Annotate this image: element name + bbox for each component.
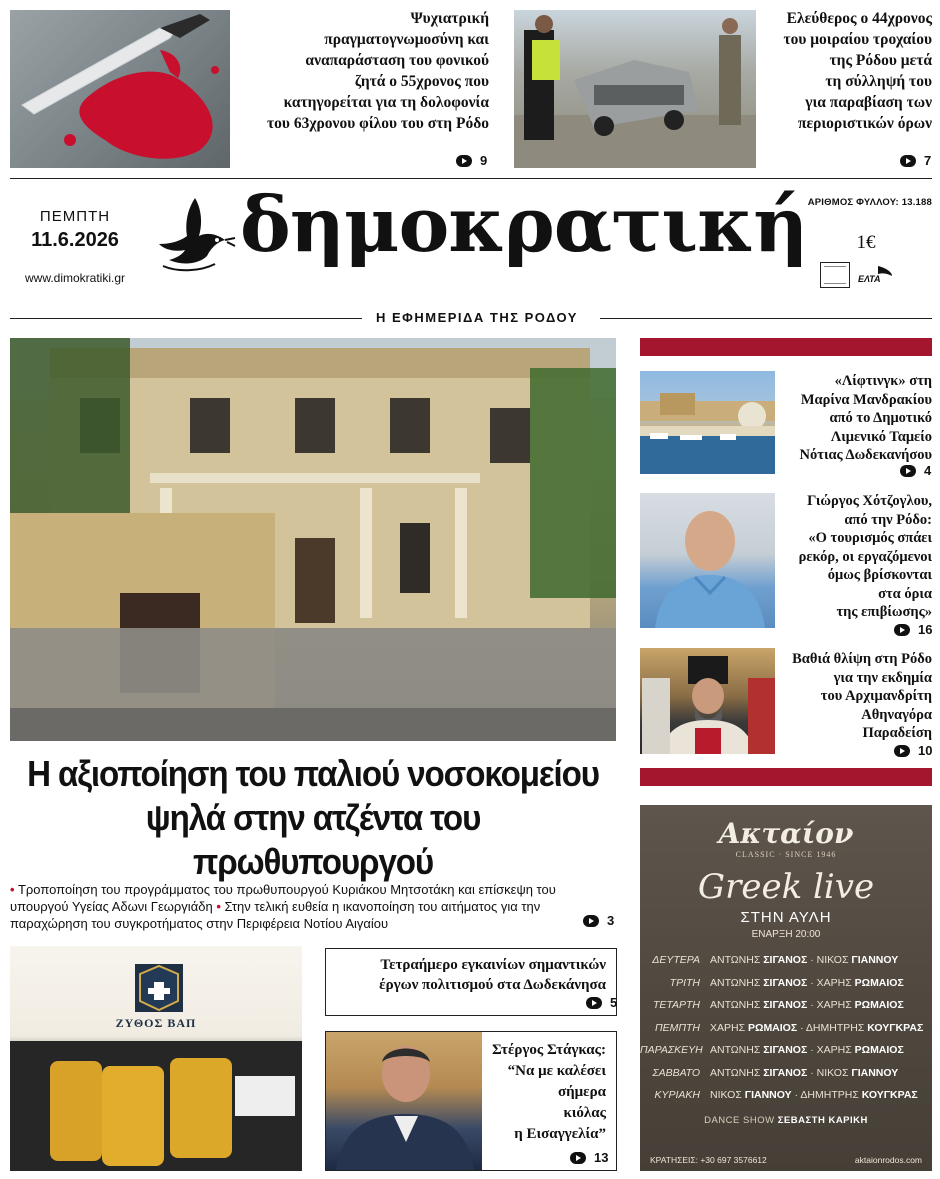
- aktaion-ad[interactable]: [640, 805, 932, 1171]
- headline-line: Παραδείση: [862, 725, 932, 741]
- page-arrow-icon: [583, 915, 599, 927]
- headline-line: «Λίφτινγκ» στη: [834, 373, 932, 389]
- schedule-day: ΠΕΜΠΤΗ: [655, 1021, 700, 1034]
- side-story-2-headline[interactable]: [778, 492, 932, 622]
- page-number: 16: [918, 622, 933, 637]
- side-story-2-page[interactable]: [894, 622, 932, 637]
- right-column-red-bar-top: [640, 338, 932, 356]
- page-number: 3: [607, 913, 615, 928]
- side-story-1-headline[interactable]: [778, 372, 932, 465]
- page-number: 13: [594, 1150, 609, 1165]
- aktaion-venue: ΣΤΗΝ ΑΥΛΗ: [740, 909, 832, 926]
- headline-line: της Ρόδου μετά: [829, 52, 932, 69]
- headline-line: τη σύλληψή του: [825, 73, 932, 90]
- headline-line: κιόλας: [563, 1105, 606, 1121]
- schedule-row: [640, 1039, 932, 1062]
- schedule-day: ΠΑΡΑΣΚΕΥΗ: [640, 1044, 703, 1056]
- schedule-day: ΤΕΤΑΡΤΗ: [652, 999, 700, 1011]
- schedule-row: [640, 1017, 932, 1040]
- schedule-row: [640, 949, 932, 972]
- headline-line: “Να με καλέσει: [507, 1063, 606, 1079]
- sub-part-1: Τροποποίηση του προγράμματος του πρωθυπουργού Κυριάκου Μητσοτάκη και επίσκεψη του υπουργού Υγείας Αδωνι Γεωργιάδη: [10, 882, 556, 914]
- headline-line: ζητά ο 55χρονος που: [354, 73, 489, 90]
- tagline-rule-right: [600, 318, 932, 319]
- sub-part-2: Στην τελική ευθεία η ικανοποίηση του αιτήματος για την παραχώρηση του συγκροτήματος στην Περιφέρεια Νοτίου Αιγαίου: [10, 899, 541, 931]
- headline-line: του 63χρονου φίλου του στη Ρόδο: [267, 115, 489, 132]
- schedule-row: [640, 1062, 932, 1085]
- portrait-photo: [640, 493, 775, 628]
- separator: ·: [810, 1044, 814, 1056]
- masthead-website[interactable]: www.dimokratiki.gr: [24, 271, 126, 285]
- headline-line: Νότιας Δωδεκανήσου: [799, 447, 932, 463]
- schedule-row: [640, 994, 932, 1017]
- schedule-day: ΚΥΡΙΑΚΗ: [654, 1089, 700, 1101]
- beer-brand: ΖΥΘΟΣ ΒΑΠ: [115, 1016, 197, 1030]
- main-subheadline[interactable]: [10, 881, 616, 932]
- first-name: ΑΝΤΩΝΗΣ: [710, 1066, 761, 1079]
- headline-line: περιοριστικών όρων: [797, 115, 932, 132]
- second-name: ΔΗΜΗΤΡΗΣ: [800, 1089, 859, 1101]
- main-story-page[interactable]: [583, 913, 614, 928]
- page-number: 9: [480, 153, 488, 168]
- stagkas-page[interactable]: [570, 1150, 608, 1165]
- headline-line: σήμερα: [558, 1084, 606, 1100]
- headline-line: Μαρίνα Μανδρακίου: [800, 391, 932, 408]
- headline-line: Τετραήμερο εγκαινίων σημαντικών: [380, 957, 606, 973]
- top-story-1-page[interactable]: [456, 153, 487, 168]
- first-name: ΑΝΤΩΝΗΣ: [710, 976, 761, 989]
- postage-stamp: [820, 262, 850, 288]
- page-arrow-icon: [900, 155, 916, 167]
- headline-line: πραγματογνωμοσύνη και: [324, 31, 489, 48]
- headline-line: Στέργος Στάγκας:: [491, 1042, 606, 1058]
- tagline: Η ΕΦΗΜΕΡΙΔΑ ΤΗΣ ΡΟΔΟΥ: [376, 310, 578, 325]
- headline-line: Η αξιοποίηση του παλιού νοσοκομείου: [27, 753, 599, 794]
- top-story-2-page[interactable]: [900, 153, 931, 168]
- second-surname: ΓΙΑΝΝΟΥ: [851, 954, 899, 966]
- page-number: 7: [924, 153, 932, 168]
- headline-line: αναπαράσταση του φονικού: [305, 52, 489, 69]
- side-story-3-headline[interactable]: [778, 650, 932, 743]
- beer-cans-photo: [10, 946, 302, 1171]
- headline-line: στα όρια: [878, 585, 932, 602]
- second-name: ΝΙΚΟΣ: [816, 954, 849, 966]
- page-arrow-icon: [894, 745, 910, 757]
- second-name: ΧΑΡΗΣ: [816, 976, 852, 989]
- masthead-day: ΠΕΜΠΤΗ: [39, 208, 111, 225]
- side-story-3-page[interactable]: [894, 743, 932, 758]
- culture-headline: [330, 955, 606, 995]
- knife-photo: [10, 10, 230, 168]
- schedule-day: ΤΡΙΤΗ: [669, 976, 700, 989]
- schedule-row: [640, 1084, 932, 1107]
- old-hospital-photo: [10, 338, 616, 741]
- headline-line: Γιώργος Χότζογλου,: [807, 493, 932, 509]
- elta-logo: [858, 264, 894, 288]
- top-story-2-headline[interactable]: [756, 8, 932, 134]
- tagline-rule-left: [10, 318, 362, 319]
- headline-line: όμως βρίσκονται: [827, 567, 932, 583]
- aktaion-since: CLASSIC · SINCE 1946: [735, 850, 837, 859]
- bullet-icon: •: [216, 899, 221, 914]
- headline-line: από την Ρόδο:: [844, 511, 932, 528]
- first-surname: ΣΙΓΑΝΟΣ: [763, 999, 808, 1011]
- separator: ·: [810, 976, 814, 989]
- first-surname: ΣΙΓΑΝΟΣ: [763, 976, 808, 989]
- first-name: ΝΙΚΟΣ: [710, 1089, 742, 1101]
- second-surname: ΡΩΜΑΙΟΣ: [854, 1044, 904, 1056]
- headline-line: Βαθιά θλίψη στη Ρόδο: [792, 651, 932, 667]
- schedule-names: [710, 949, 932, 972]
- headline-line: Λιμενικό Ταμείο: [830, 428, 932, 445]
- schedule-names: [710, 972, 932, 995]
- separator: ·: [810, 999, 814, 1011]
- second-name: ΔΗΜΗΤΡΗΣ: [805, 1021, 865, 1034]
- second-surname: ΓΙΑΝΝΟΥ: [851, 1066, 899, 1079]
- separator: ·: [810, 1066, 814, 1079]
- aktaion-start: ΕΝΑΡΞΗ 20:00: [751, 929, 821, 940]
- aktaion-website[interactable]: aktaionrodos.com: [854, 1155, 922, 1165]
- separator: ·: [800, 1021, 804, 1034]
- top-divider: [10, 178, 932, 179]
- headline-line: ρεκόρ, οι εργαζόμενοι: [798, 548, 932, 565]
- second-name: ΝΙΚΟΣ: [816, 1066, 849, 1079]
- headline-line: του Αρχιμανδρίτη: [820, 688, 932, 704]
- car-crash-photo: [514, 10, 756, 168]
- first-surname: ΡΩΜΑΙΟΣ: [748, 1021, 798, 1034]
- second-surname: ΡΩΜΑΙΟΣ: [854, 976, 904, 989]
- aktaion-reservations[interactable]: ΚΡΑΤΗΣΕΙΣ: +30 697 3576612: [650, 1155, 767, 1165]
- headline-line: Αθηναγόρα: [861, 706, 932, 723]
- page-number: 10: [918, 743, 933, 758]
- bullet-icon: •: [10, 882, 15, 897]
- dance-label: DANCE SHOW: [704, 1115, 775, 1126]
- headline-line: ψηλά στην ατζέντα του πρωθυπουργού: [145, 797, 481, 882]
- first-name: ΑΝΤΩΝΗΣ: [710, 1044, 761, 1056]
- headline-line: για την εκδημία: [833, 669, 932, 686]
- schedule-names: [710, 1017, 932, 1040]
- first-surname: ΣΙΓΑΝΟΣ: [763, 954, 808, 966]
- first-name: ΑΝΤΩΝΗΣ: [710, 999, 761, 1011]
- separator: ·: [794, 1089, 799, 1101]
- headline-line: από το Δημοτικό: [829, 410, 932, 426]
- first-surname: ΓΙΑΝΝΟΥ: [744, 1089, 792, 1101]
- headline-line: του μοιραίου τροχαίου: [783, 31, 932, 48]
- top-story-1-headline[interactable]: [232, 8, 489, 134]
- right-column-red-bar-bottom: [640, 768, 932, 786]
- second-surname: ΚΟΥΓΚΡΑΣ: [867, 1021, 924, 1034]
- issue-number: ΑΡΙΘΜΟΣ ΦΥΛΛΟΥ: 13.188: [807, 197, 932, 208]
- separator: ·: [810, 954, 814, 966]
- page-arrow-icon: [586, 997, 602, 1009]
- schedule-names: [710, 1084, 932, 1107]
- schedule-row: [640, 972, 932, 995]
- page-arrow-icon: [900, 465, 916, 477]
- side-story-1-page[interactable]: [900, 463, 931, 478]
- headline-line: «Ο τουρισμός σπάει: [808, 530, 932, 546]
- second-surname: ΚΟΥΓΚΡΑΣ: [861, 1089, 918, 1101]
- culture-page[interactable]: [586, 995, 617, 1010]
- second-name: ΧΑΡΗΣ: [816, 999, 852, 1011]
- aktaion-dance: [640, 1115, 932, 1126]
- schedule-names: [710, 1062, 932, 1085]
- priest-photo: [640, 648, 775, 754]
- second-name: ΧΑΡΗΣ: [816, 1044, 852, 1056]
- schedule-names: [710, 994, 932, 1017]
- first-surname: ΣΙΓΑΝΟΣ: [763, 1044, 808, 1056]
- headline-line: Ελεύθερος ο 44χρονος: [786, 10, 932, 27]
- first-surname: ΣΙΓΑΝΟΣ: [763, 1066, 808, 1079]
- headline-line: έργων πολιτισμού στα Δωδεκάνησα: [379, 977, 606, 993]
- beer-ad[interactable]: [10, 946, 302, 1171]
- schedule-day: ΔΕΥΤΕΡΑ: [652, 954, 700, 966]
- page-number: 5: [610, 995, 618, 1010]
- second-surname: ΡΩΜΑΙΟΣ: [854, 999, 904, 1011]
- price: 1€: [856, 232, 876, 253]
- elta-label: ΕΛΤΑ: [858, 274, 881, 284]
- masthead-date: 11.6.2026: [31, 229, 119, 251]
- page-arrow-icon: [570, 1152, 586, 1164]
- headline-line: η Εισαγγελία”: [514, 1126, 606, 1142]
- aktaion-brand: Ακταίον: [718, 817, 854, 850]
- first-name: ΧΑΡΗΣ: [710, 1021, 746, 1034]
- headline-line: για παραβίαση των: [805, 94, 932, 111]
- page-number: 4: [924, 463, 932, 478]
- first-name: ΑΝΤΩΝΗΣ: [710, 954, 761, 966]
- main-headline[interactable]: [25, 752, 601, 884]
- stergos-photo: [326, 1032, 482, 1170]
- headline-line: κατηγορείται για τη δολοφονία: [283, 94, 489, 111]
- headline-line: της επιβίωσης»: [836, 604, 932, 620]
- page-arrow-icon: [894, 624, 910, 636]
- schedule-names: [710, 1039, 932, 1062]
- stagkas-box[interactable]: [325, 1031, 617, 1171]
- dove-icon: [155, 194, 237, 276]
- schedule-day: ΣΑΒΒΑΤΟ: [652, 1066, 700, 1079]
- masthead-title: δημοκρατική: [240, 180, 808, 269]
- marina-photo: [640, 371, 775, 474]
- stagkas-headline: [476, 1040, 606, 1145]
- dance-name: ΣΕΒΑΣΤΗ ΚΑΡΙΚΗ: [777, 1115, 868, 1126]
- aktaion-schedule: [640, 949, 932, 1107]
- aktaion-event: Greek live: [697, 867, 875, 907]
- page-arrow-icon: [456, 155, 472, 167]
- headline-line: Ψυχιατρική: [410, 10, 489, 27]
- culture-box[interactable]: [325, 948, 617, 1016]
